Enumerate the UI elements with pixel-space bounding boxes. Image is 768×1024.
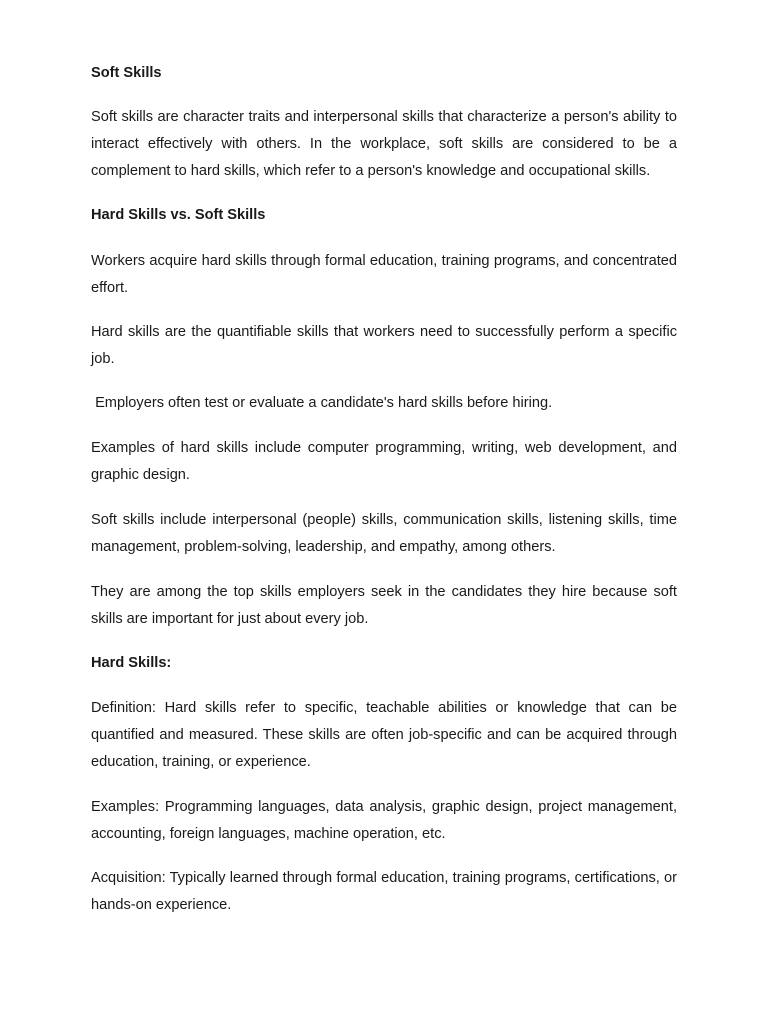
paragraph-soft-skills-definition: Soft skills are character traits and interpersonal skills that characterize a person's ability to interact effectively with others. In the workplace, soft skills are considered to be a complement to hard skills, which refer to a person's knowledge and occupational skills. xyxy=(91,109,677,179)
paragraph-definition: Definition: Hard skills refer to specific, teachable abilities or knowledge that can be quantified and measured. These skills are often job-specific and can be acquired through education, training, or experience. xyxy=(91,700,677,770)
paragraph-soft-skills-include: Soft skills include interpersonal (people) skills, communication skills, listening skills, time management, problem-solving, leadership, and empathy, among others. xyxy=(91,512,677,555)
employers-test-text: Employers often test or evaluate a candidate's hard skills before hiring. xyxy=(95,395,553,411)
paragraph-top-skills: They are among the top skills employers seek in the candidates they hire because soft skills are important for just about every job. xyxy=(91,584,677,627)
heading-hard-vs-soft-skills: Hard Skills vs. Soft Skills xyxy=(91,207,266,223)
paragraph-acquisition: Acquisition: Typically learned through formal education, training programs, certifications, or hands-on experience. xyxy=(91,870,677,913)
paragraph-examples-hard-skills: Examples of hard skills include computer programming, writing, web development, and graphic design. xyxy=(91,440,677,483)
paragraph-examples: Examples: Programming languages, data analysis, graphic design, project management, accounting, foreign languages, machine operation, etc. xyxy=(91,799,677,842)
heading-hard-skills: Hard Skills: xyxy=(91,655,172,671)
paragraph-quantifiable-skills: Hard skills are the quantifiable skills that workers need to successfully perform a specific job. xyxy=(91,324,677,367)
paragraph-workers-acquire: Workers acquire hard skills through formal education, training programs, and concentrated effort. xyxy=(91,253,677,296)
heading-soft-skills: Soft Skills xyxy=(91,65,162,81)
paragraph-employers-test xyxy=(91,390,677,417)
